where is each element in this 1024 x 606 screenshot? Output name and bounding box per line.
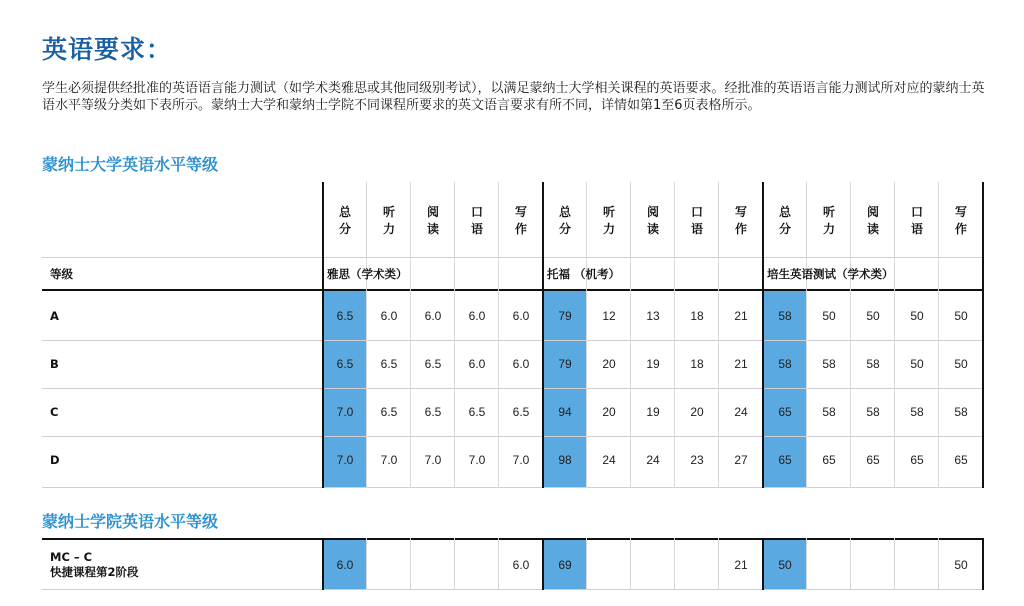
score-cell: 6.5 (380, 405, 398, 419)
column-divider (894, 538, 895, 590)
level-header-rule (42, 289, 982, 291)
score-cell: 7.0 (380, 453, 398, 467)
score-cell: 13 (646, 309, 660, 323)
score-cell: 58 (866, 405, 880, 419)
score-cell: 24 (734, 405, 748, 419)
test-group-label: 雅思（学术类） (327, 267, 408, 281)
score-cell: 98 (558, 453, 572, 467)
score-cell: 50 (910, 309, 924, 323)
score-cell: 79 (558, 309, 572, 323)
column-divider (850, 538, 851, 590)
score-cell: 6.0 (512, 558, 530, 572)
column-header: 阅 读 (646, 205, 659, 236)
column-header: 写 作 (954, 205, 967, 236)
score-cell: 58 (778, 357, 792, 371)
score-cell: 58 (910, 405, 924, 419)
score-cell: 65 (910, 453, 924, 467)
row-divider (42, 487, 982, 488)
score-cell: 50 (778, 558, 792, 572)
score-cell: 24 (646, 453, 660, 467)
college-english-table (42, 538, 982, 590)
score-cell: 7.0 (336, 453, 354, 467)
header-divider (42, 257, 982, 258)
score-cell: 50 (822, 309, 836, 323)
score-cell: 65 (778, 405, 792, 419)
score-cell: 20 (602, 357, 616, 371)
score-cell: 65 (866, 453, 880, 467)
score-cell: 27 (734, 453, 748, 467)
row-divider (42, 388, 982, 389)
row-divider (42, 436, 982, 437)
score-cell: 6.5 (424, 405, 442, 419)
score-cell: 7.0 (424, 453, 442, 467)
score-cell: 50 (954, 357, 968, 371)
score-cell: 58 (822, 405, 836, 419)
score-cell: 50 (866, 309, 880, 323)
score-cell: 65 (822, 453, 836, 467)
column-header: 阅 读 (866, 205, 879, 236)
column-header: 写 作 (514, 205, 527, 236)
column-header: 听 力 (822, 205, 835, 236)
score-cell: 6.0 (380, 309, 398, 323)
score-cell: 6.5 (512, 405, 530, 419)
score-cell: 6.0 (336, 558, 354, 572)
score-cell: 23 (690, 453, 704, 467)
score-cell: 6.5 (336, 357, 354, 371)
score-cell: 6.5 (468, 405, 486, 419)
score-cell: 6.0 (512, 357, 530, 371)
score-cell: 21 (734, 309, 748, 323)
score-cell: 7.0 (512, 453, 530, 467)
column-header: 总 分 (778, 205, 791, 236)
score-cell: 69 (558, 558, 572, 572)
intro-paragraph: 学生必须提供经批准的英语语言能力测试（如学术类雅思或其他同级别考试），以满足蒙纳士大学相关课程的英语要求。经批准的英语语言能力测试所对应的蒙纳士英语水平等级分类如下表所示。蒙纳士大学和蒙纳士学院不同课程所要求的英文语言要求有所不同，详情如第1至6页表格所示。 (42, 81, 985, 113)
column-header: 听 力 (602, 205, 615, 236)
level-header: 等级 (50, 267, 73, 281)
score-cell: 58 (778, 309, 792, 323)
section-title-college: 蒙纳士学院英语水平等级 (42, 512, 219, 531)
section-title-university: 蒙纳士大学英语水平等级 (42, 155, 219, 174)
column-header: 口 语 (910, 205, 923, 236)
score-cell: 6.0 (424, 309, 442, 323)
score-cell: 6.5 (336, 309, 354, 323)
score-cell: 24 (602, 453, 616, 467)
level-label: D (50, 453, 60, 467)
score-cell: 50 (910, 357, 924, 371)
column-header: 听 力 (382, 205, 395, 236)
score-cell: 18 (690, 309, 704, 323)
level-label: B (50, 357, 59, 371)
score-cell: 19 (646, 405, 660, 419)
score-cell: 6.5 (380, 357, 398, 371)
row-divider (42, 340, 982, 341)
score-cell: 65 (954, 453, 968, 467)
university-english-table (42, 182, 982, 488)
column-header: 总 分 (558, 205, 571, 236)
page-title: 英语要求： (42, 35, 173, 64)
score-cell: 7.0 (468, 453, 486, 467)
score-cell: 50 (954, 309, 968, 323)
score-cell: 20 (690, 405, 704, 419)
score-cell: 7.0 (336, 405, 354, 419)
score-cell: 6.0 (512, 309, 530, 323)
table-bottom-rule (42, 589, 982, 590)
test-group-label: 培生英语测试（学术类） (767, 267, 894, 281)
column-header: 口 语 (470, 205, 483, 236)
score-cell: 19 (646, 357, 660, 371)
score-cell: 21 (734, 357, 748, 371)
column-divider (454, 538, 455, 590)
score-cell: 6.0 (468, 357, 486, 371)
score-cell: 65 (778, 453, 792, 467)
test-group-label: 托福 （机考） (547, 267, 621, 281)
level-label: C (50, 405, 59, 419)
score-cell: 58 (822, 357, 836, 371)
score-cell: 20 (602, 405, 616, 419)
score-cell: 79 (558, 357, 572, 371)
column-header: 阅 读 (426, 205, 439, 236)
column-divider (674, 538, 675, 590)
level-label: A (50, 309, 59, 323)
score-cell: 6.5 (424, 357, 442, 371)
column-divider (410, 538, 411, 590)
column-header: 口 语 (690, 205, 703, 236)
score-cell: 21 (734, 558, 748, 572)
column-header: 总 分 (338, 205, 351, 236)
score-cell: 6.0 (468, 309, 486, 323)
score-cell: 50 (954, 558, 968, 572)
score-cell: 58 (866, 357, 880, 371)
column-header: 写 作 (734, 205, 747, 236)
table-top-rule (42, 538, 982, 540)
score-cell: 18 (690, 357, 704, 371)
score-cell: 12 (602, 309, 616, 323)
score-cell: 58 (954, 405, 968, 419)
score-cell: 94 (558, 405, 572, 419)
college-level-label: MC – C 快捷课程第2阶段 (50, 550, 139, 579)
column-divider (630, 538, 631, 590)
